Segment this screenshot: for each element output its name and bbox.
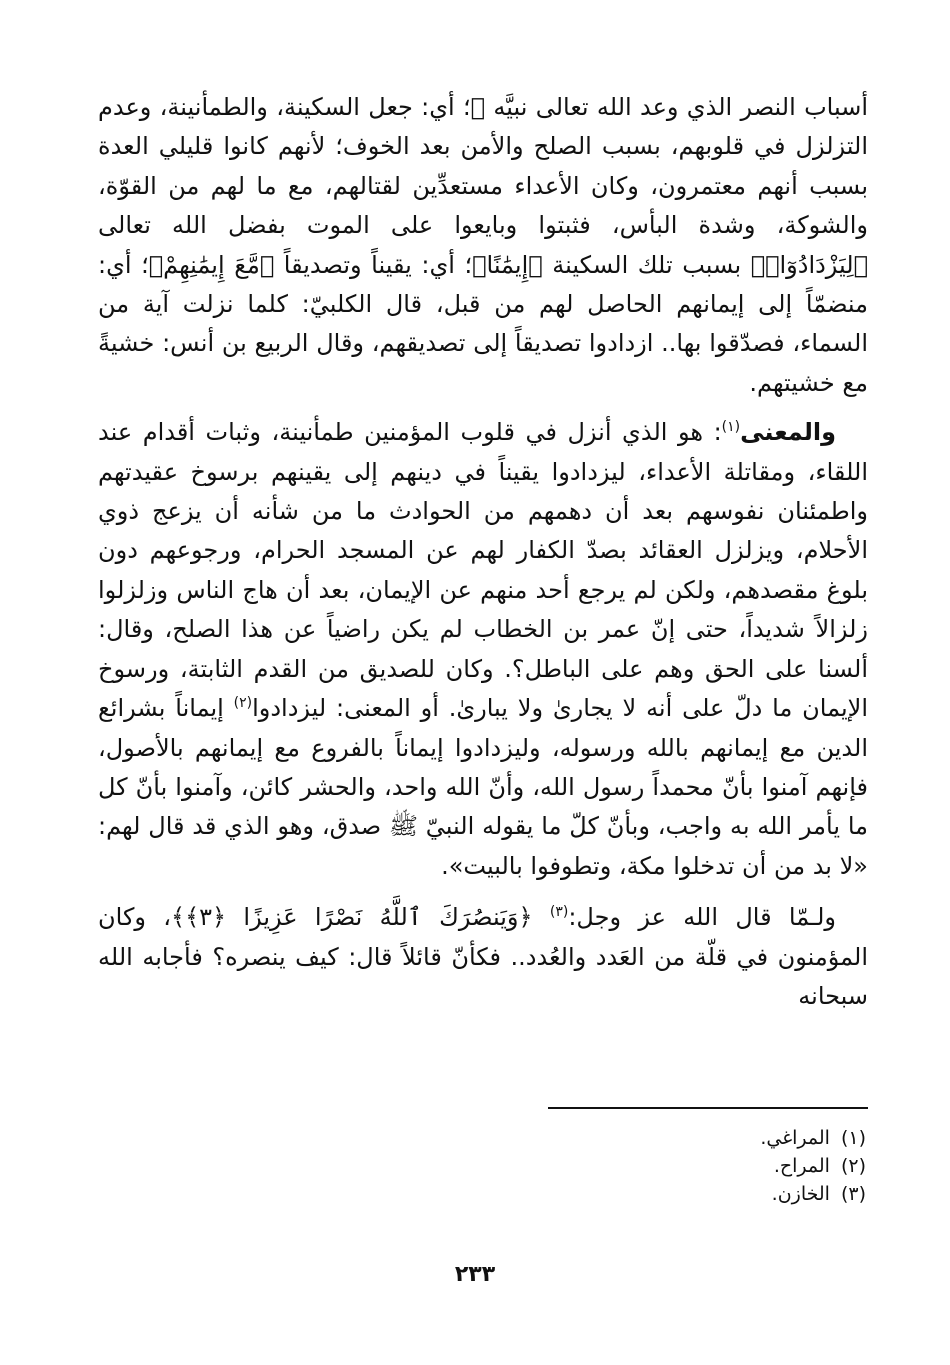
footnote-ref-2: (٢) [233,695,253,712]
page-number: ٢٣٣ [454,1262,496,1287]
footnote-separator [548,1107,868,1109]
footnote-number: (٢) [840,1155,866,1177]
footnote-text: المراح. [773,1155,830,1177]
paragraph-3 [98,898,868,1016]
footnotes [466,1124,866,1208]
footnote-ref-1: (١) [721,419,741,436]
footnote-text: الخازن. [771,1183,830,1205]
paragraph-2-text-a: : هو الذي أنزل في قلوب المؤمنين طمأنينة، وثبات أقدام عند اللقاء، ومقاتلة الأعداء، ليزدادوا يقيناً في دينهم إلى يقينهم برسوخ عقيدتهم واطمئنان نفوسهم بعد أن دهمهم من الحوادث ما من شأنه أن يزعج ذوي الأحلام، ويزلزل العقائد بصدّ الكفار لهم عن المسجد الحرام، ورجوعهم دون بلوغ مقصدهم، ولكن لم يرجع أحد منهم عن الإيمان، بعد أن هاج الناس وزلزلوا زلزالاً شديداً، حتى إنّ عمر بن الخطاب لم يكن راضياً عن هذا الصلح، وقال: ألسنا على الحق وهم على الباطل؟. وكان للصديق من القدم الثابتة، ورسوخ الإيمان ما دلّ على أنه لا يجارىٰ ولا يبارىٰ. أو المعنى: ليزدادوا [98,418,868,723]
footnote-ref-3: (٣) [549,904,569,921]
footnote-number: (١) [840,1127,866,1149]
paragraph-2-lead: والمعنى [740,418,836,447]
footnote-number: (٣) [840,1183,866,1205]
paragraph-3-text-a: ولـمّا قال الله عز وجل: [568,903,837,932]
footnote-item [466,1124,866,1152]
page-body [98,88,868,1016]
footnote-item [466,1180,866,1208]
paragraph-2 [98,413,868,886]
paragraph-3-text-b: ﴿وَيَنصُرَكَ ٱللَّهُ نَصْرًا عَزِيزًا ﴿٣﴾﴾، وكان المؤمنون في قلّة من العَدد والعُدد.. فكأنّ قائلاً قال: كيف ينصره؟ فأجابه الله سبحانه [98,903,868,1010]
footnote-text: المراغي. [760,1127,830,1149]
footnote-item [466,1152,866,1180]
paragraph-2-text-b: إيماناً بشرائع الدين مع إيمانهم بالله ورسوله، وليزدادوا إيماناً بالفروع مع إيمانهم بالأصول، فإنهم آمنوا بأنّ محمداً رسول الله، وأنّ الله واحد، والحشر كائن، وآمنوا بأنّ كل ما يأمر الله به واجب، وبأنّ كلّ ما يقوله النبيّ ﷺ صدق، وهو الذي قد قال لهم: «لا بد من أن تدخلوا مكة، وتطوفوا بالبيت». [98,694,868,880]
paragraph-1: أسباب النصر الذي وعد الله تعالى نبيَّه ﷺ؛ أي: جعل السكينة، والطمأنينة، وعدم التزلزل في قلوبهم، بسبب الصلح والأمن بعد الخوف؛ لأنهم كانوا قليلي العدة بسبب أنهم معتمرون، وكان الأعداء مستعدِّين لقتالهم، مع ما لهم من القوّة، والشوكة، وشدة البأس، فثبتوا وبايعوا على الموت بفضل الله تعالى ﴿لِيَزْدَادُوٓا۟﴾ بسبب تلك السكينة ﴿إِيمَٰنًا﴾؛ أي: يقيناً وتصديقاً ﴿مَّعَ إِيمَٰنِهِمْ﴾؛ أي: منضمّاً إلى إيمانهم الحاصل لهم من قبل، قال الكلبيّ: كلما نزلت آية من السماء، فصدّقوا بها.. ازدادوا تصديقاً إلى تصديقهم، وقال الربيع بن أنس: خشيةً مع خشيتهم. [98,93,868,397]
